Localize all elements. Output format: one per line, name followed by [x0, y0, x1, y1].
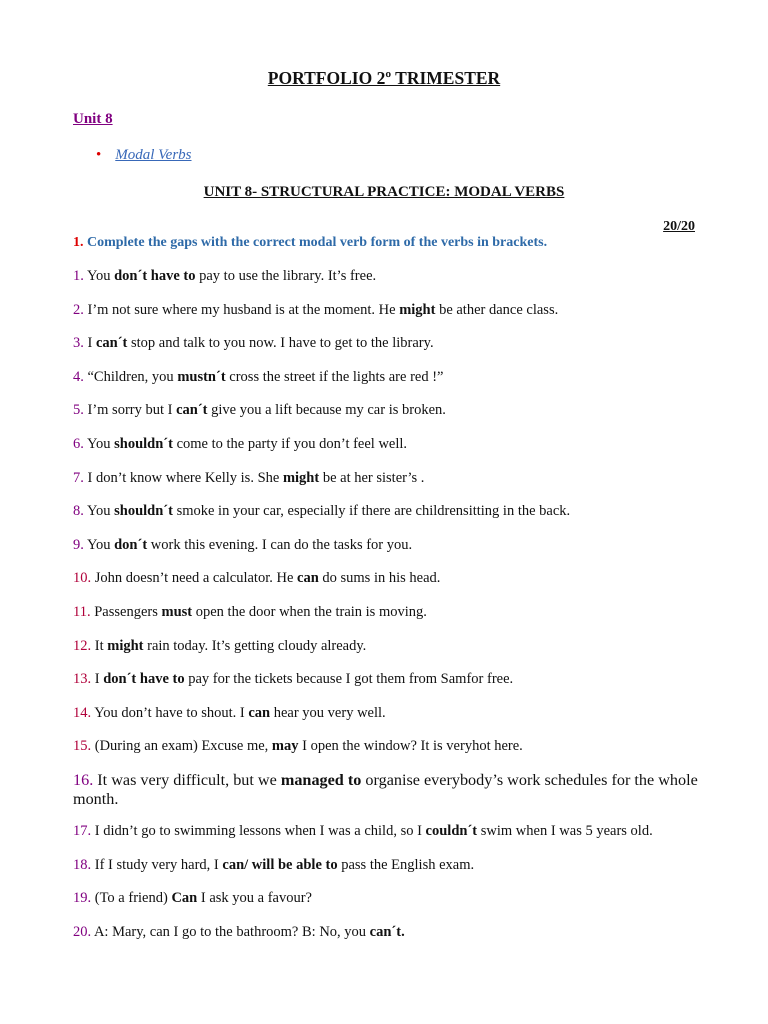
item-text-after: smoke in your car, especially if there are childrensitting in the back. [172, 503, 571, 520]
item-text-before: You don’t have to shout. I [91, 704, 249, 721]
exercise-item [73, 604, 713, 621]
instruction-text: Complete the gaps with the correct modal verb form of the verbs in brackets. [87, 235, 548, 250]
item-text-after: I ask you a favour? [197, 890, 312, 907]
item-text-after: give you a lift because my car is broken. [207, 402, 446, 419]
topic-bullet [96, 147, 192, 164]
item-answer: can [248, 704, 271, 721]
item-number: 6. [73, 435, 84, 452]
item-text-before: (During an exam) Excuse me, [91, 738, 272, 755]
instruction-number: 1. [73, 235, 84, 250]
exercise-item [73, 638, 713, 655]
score-label: 20/20 [663, 219, 695, 234]
item-answer: couldn´t [425, 822, 478, 839]
page-title: PORTFOLIO 2º TRIMESTER [267, 68, 501, 88]
item-number: 10. [73, 570, 92, 587]
item-text-after: come to the party if you don’t feel well. [172, 435, 408, 452]
modal-verbs-link[interactable]: Modal Verbs [115, 147, 192, 163]
exercise-item [73, 705, 713, 722]
item-text-after: work this evening. I can do the tasks for you. [147, 536, 413, 553]
item-text-after: pay to use the library. It’s free. [195, 268, 377, 284]
item-answer: shouldn´t [114, 435, 173, 452]
item-number: 4. [73, 368, 84, 385]
item-text-before: I’m not sure where my husband is at the moment. He [83, 301, 400, 318]
exercise-item [73, 470, 713, 487]
exercise-item [73, 268, 713, 285]
item-text-before: I didn’t go to swimming lessons when I was a child, so I [91, 822, 426, 839]
item-answer: can´t [95, 335, 128, 352]
item-text-after: rain today. It’s getting cloudy already. [143, 637, 367, 654]
item-text-before: I [83, 335, 96, 352]
item-text-after: swim when I was 5 years old. [477, 822, 653, 839]
item-text-before: You [83, 435, 115, 452]
item-number: 16. [73, 770, 94, 789]
item-number: 9. [73, 536, 84, 553]
exercise-item [73, 302, 713, 319]
item-number: 15. [73, 738, 92, 755]
item-answer: may [271, 738, 299, 755]
item-text-after: pass the English exam. [337, 856, 475, 873]
item-number: 12. [73, 637, 92, 654]
item-number: 17. [73, 822, 92, 839]
item-text-after: do sums in his head. [318, 570, 441, 587]
exercise-item [73, 738, 713, 755]
item-text-after: be ather dance class. [435, 301, 559, 318]
item-answer: shouldn´t [114, 503, 173, 520]
item-answer: can´t. [369, 923, 405, 940]
item-number: 20. [73, 923, 92, 940]
exercise-item [73, 335, 713, 352]
item-answer: might [282, 469, 320, 486]
item-number: 2. [73, 301, 84, 318]
exercise-item [73, 503, 713, 520]
item-text-before: If I study very hard, I [91, 856, 223, 873]
item-text-after: be at her sister’s . [319, 469, 425, 486]
item-number: 18. [73, 856, 92, 873]
exercise-item [73, 369, 713, 386]
item-number: 5. [73, 402, 84, 419]
item-number: 14. [73, 704, 92, 721]
exercise-item [73, 671, 713, 688]
section-subtitle: UNIT 8- STRUCTURAL PRACTICE: MODAL VERBS [203, 184, 565, 200]
exercise-item [73, 924, 713, 941]
bullet-icon: • [96, 147, 102, 163]
item-text-before: “Children, you [83, 368, 178, 385]
item-answer: can/ will be able to [222, 856, 338, 873]
item-number: 19. [73, 890, 92, 907]
item-text-after: organise everybody’s work schedules for the whole month. [73, 770, 698, 808]
item-text-before: It was very difficult, but we [93, 770, 281, 789]
item-answer: don´t [114, 536, 148, 553]
item-text-before: I [91, 671, 104, 688]
item-answer: must [161, 603, 193, 620]
item-text-after: stop and talk to you now. I have to get to the library. [127, 335, 434, 352]
item-text-after: cross the street if the lights are red !” [225, 368, 444, 385]
exercise-item [73, 890, 713, 907]
unit-heading: Unit 8 [73, 111, 113, 127]
item-answer: might [107, 637, 144, 654]
item-text-after: pay for the tickets because I got them from Samfor free. [184, 671, 514, 688]
exercise-item [73, 402, 713, 419]
exercise-instruction [73, 235, 547, 251]
item-text-before: It [91, 637, 108, 654]
item-text-before: You [83, 503, 115, 520]
exercise-item [73, 857, 713, 874]
item-answer: Can [171, 890, 198, 907]
item-text-before: Passengers [90, 603, 162, 620]
exercise-list [73, 268, 713, 957]
item-number: 1. [73, 268, 84, 284]
item-text-before: I’m sorry but I [83, 402, 177, 419]
item-text-after: open the door when the train is moving. [192, 603, 427, 620]
item-answer: managed to [280, 770, 362, 789]
item-number: 8. [73, 503, 84, 520]
item-text-before: (To a friend) [91, 890, 172, 907]
item-answer: don´t have to [114, 268, 196, 284]
item-answer: can [297, 570, 319, 587]
exercise-item [73, 436, 713, 453]
item-number: 11. [73, 603, 91, 620]
item-text-after: I open the window? It is veryhot here. [298, 738, 523, 755]
item-answer: might [399, 301, 436, 318]
item-text-before: John doesn’t need a calculator. He [91, 570, 298, 587]
item-text-before: You [83, 268, 115, 284]
item-text-after: hear you very well. [270, 704, 386, 721]
item-answer: mustn´t [177, 368, 226, 385]
item-answer: don´t have to [103, 671, 185, 688]
item-text-before: You [83, 536, 115, 553]
item-text-before: A: Mary, can I go to the bathroom? B: No, you [91, 923, 370, 940]
exercise-item [73, 570, 713, 587]
exercise-item [73, 537, 713, 554]
item-number: 13. [73, 671, 92, 688]
item-number: 3. [73, 335, 84, 352]
item-number: 7. [73, 469, 84, 486]
item-answer: can´t [176, 402, 208, 419]
exercise-item [73, 771, 713, 809]
exercise-item [73, 823, 713, 840]
item-text-before: I don’t know where Kelly is. She [83, 469, 283, 486]
